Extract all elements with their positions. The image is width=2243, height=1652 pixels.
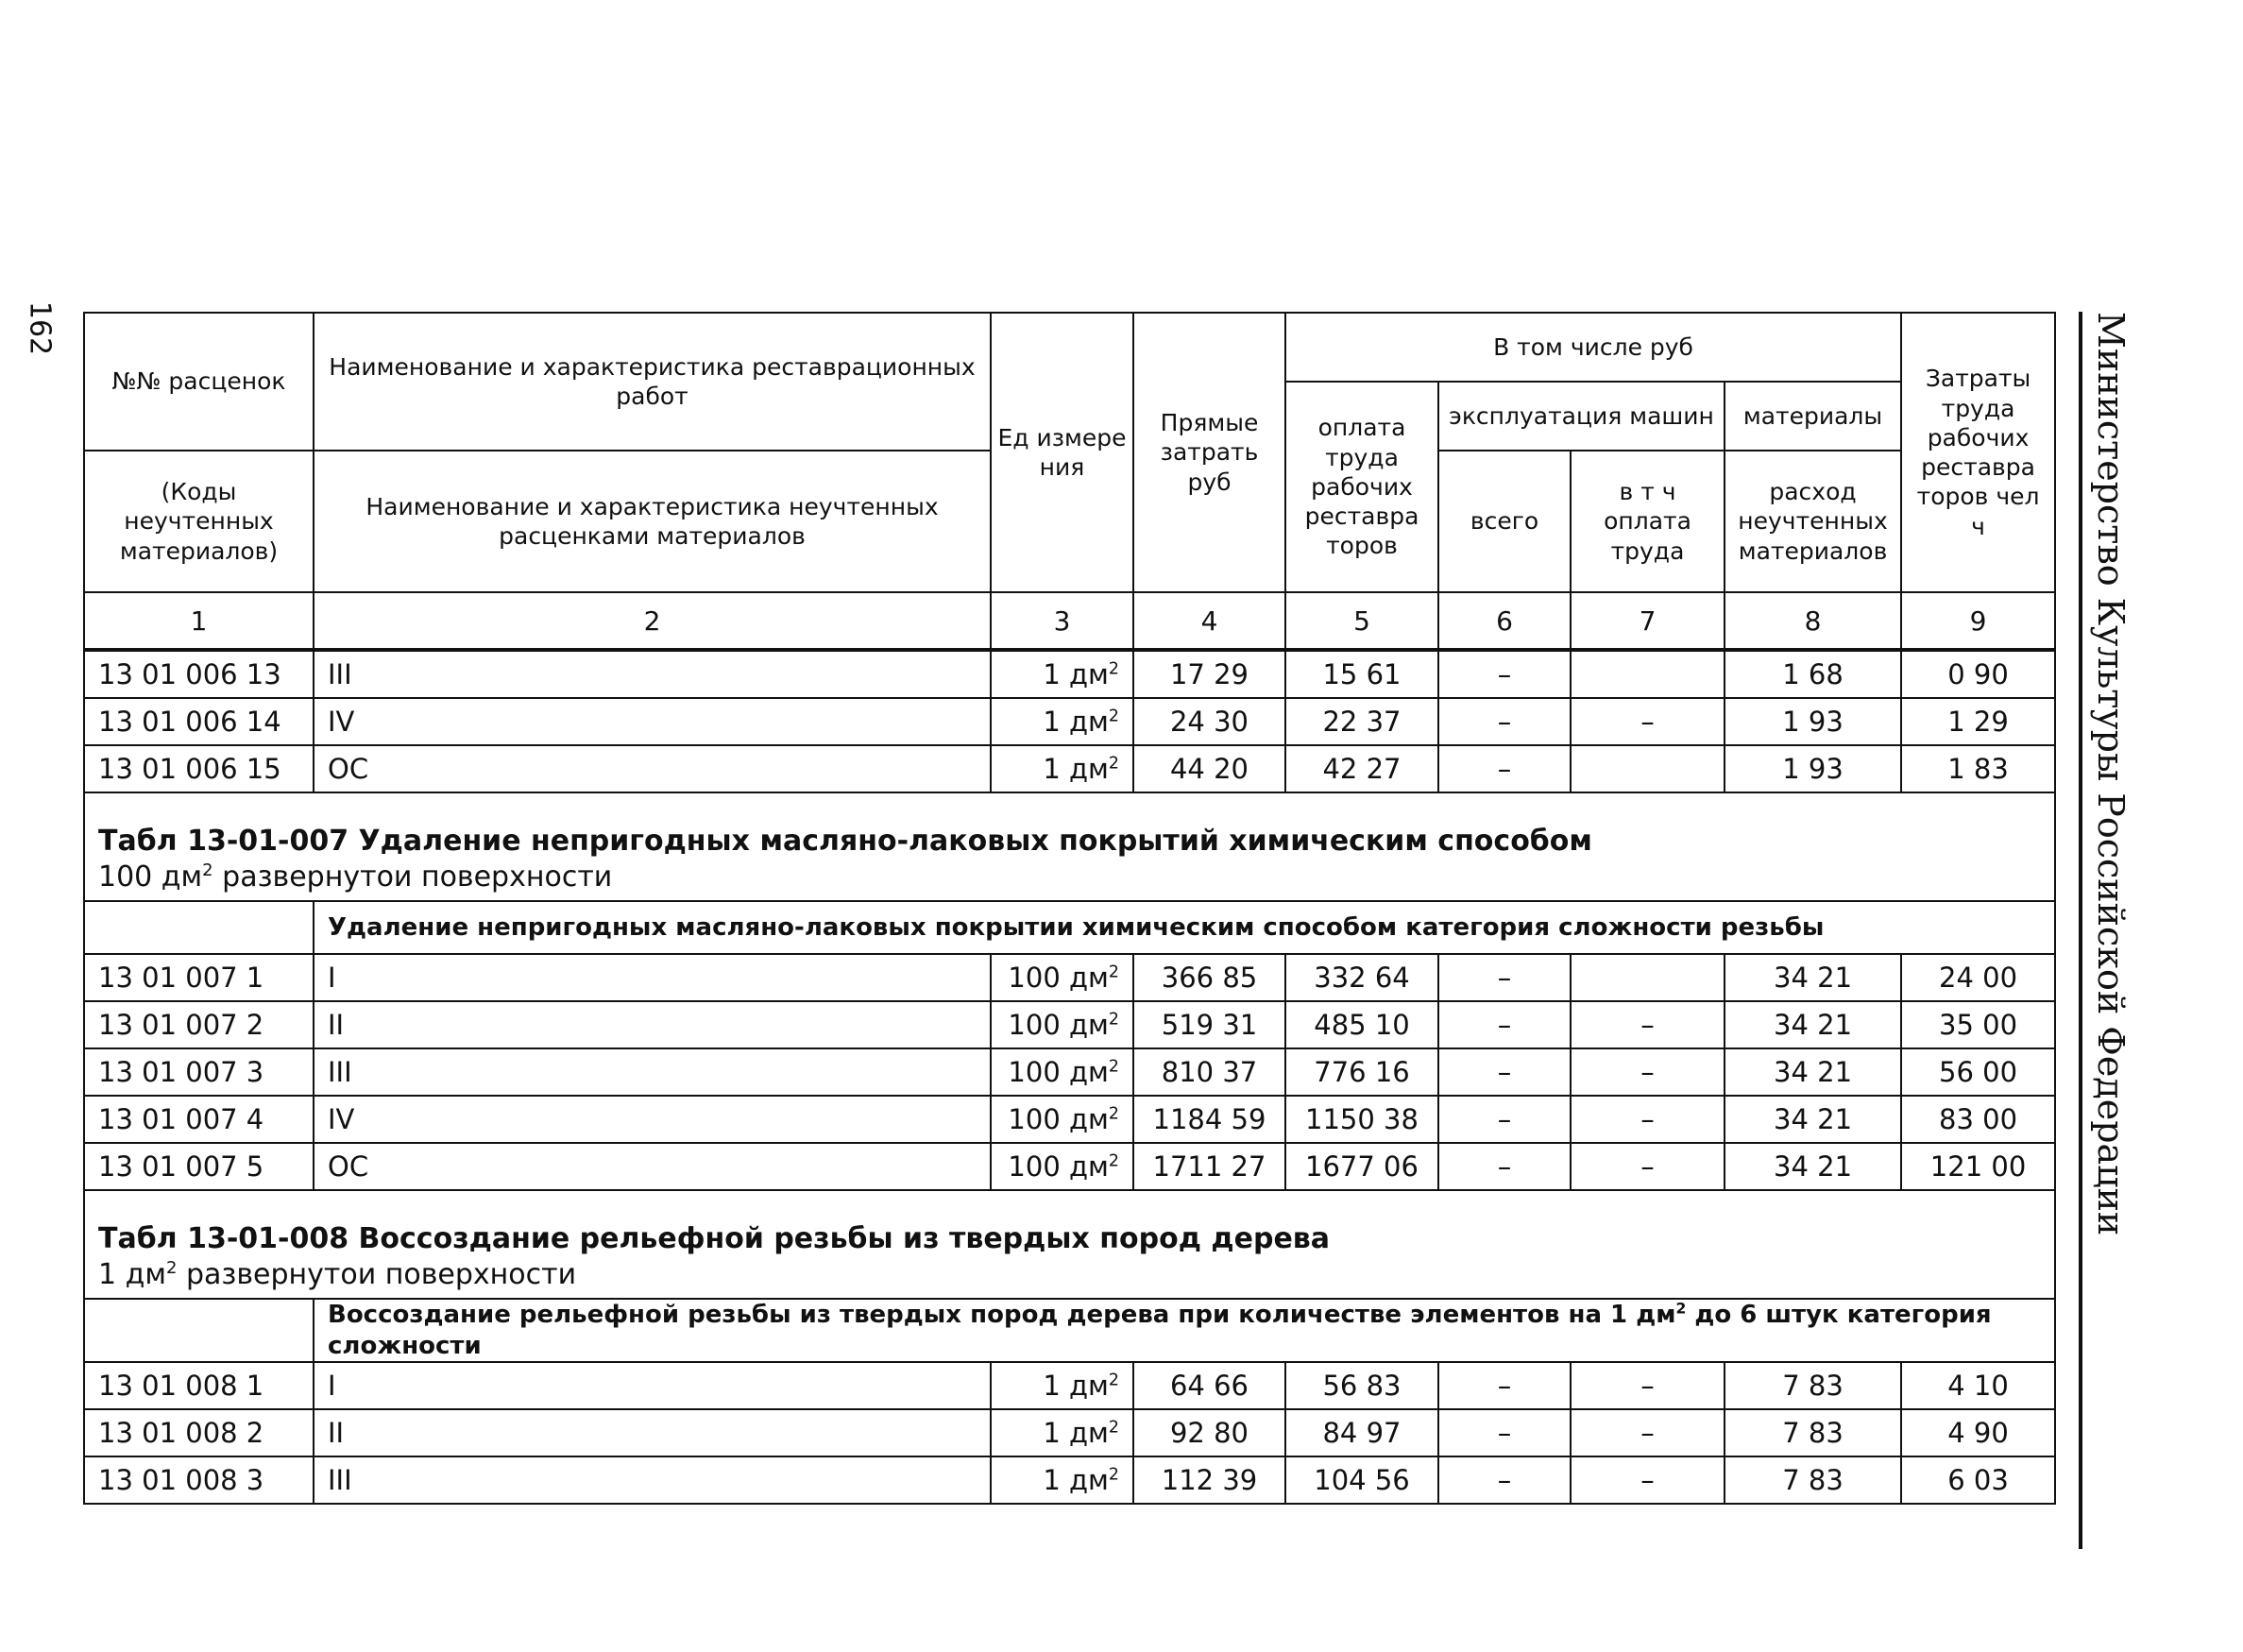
price-table (83, 312, 2054, 1505)
labor-hours-cell: 1 83 (1901, 745, 2055, 792)
labor-hours-cell: 4 10 (1901, 1362, 2055, 1409)
col-num: 8 (1725, 592, 1901, 650)
table-row (84, 1001, 2055, 1048)
labor-pay-cell: 332 64 (1285, 954, 1438, 1001)
header-labor-pay: оплата труда рабочих реставра торов (1285, 382, 1438, 592)
machines-labor-cell: – (1571, 1456, 1725, 1504)
machines-labor-cell: – (1571, 1048, 1725, 1096)
header-direct-costs: Прямые затрать руб (1133, 313, 1285, 592)
labor-hours-cell: 6 03 (1901, 1456, 2055, 1504)
section-title: Табл 13-01-007 Удаление непригодных масляно-лаковых покрытий химическим способом (98, 825, 1592, 858)
section-title: Табл 13-01-008 Воссоздание рельефной резьбы из твердых пород дерева (98, 1222, 1331, 1255)
machines-total-cell: – (1438, 1456, 1571, 1504)
complexity-category: III (314, 1456, 991, 1504)
table-row (84, 650, 2055, 698)
labor-hours-cell: 0 90 (1901, 650, 2055, 698)
section-subheading: Воссоздание рельефной резьбы из твердых пород дерева при количестве элементов на 1 $дм^2$ до 6 штук категория сложности (314, 1299, 2055, 1362)
unit-cell: 1 $дм^2$ (991, 1409, 1133, 1456)
machines-total-cell: – (1438, 1096, 1571, 1143)
materials-cell: 34 21 (1725, 1143, 1901, 1190)
labor-hours-cell: 56 00 (1901, 1048, 2055, 1096)
header-material-usage: расход неучтенных материалов (1725, 451, 1901, 592)
complexity-category: IV (314, 1096, 991, 1143)
machines-labor-cell (1571, 650, 1725, 698)
machines-labor-cell: – (1571, 1409, 1725, 1456)
col-num: 6 (1438, 592, 1571, 650)
col-num: 3 (991, 592, 1133, 650)
empty-cell (84, 1299, 314, 1362)
machines-labor-cell: – (1571, 1001, 1725, 1048)
header-work-name: Наименование и характеристика реставрационных работ (314, 313, 991, 451)
header-rate-numbers: №№ расценок (84, 313, 314, 451)
unit-cell: 1 $дм^2$ (991, 1456, 1133, 1504)
direct-costs-cell: 17 29 (1133, 650, 1285, 698)
machines-labor-cell: – (1571, 698, 1725, 745)
machines-total-cell: – (1438, 1409, 1571, 1456)
direct-costs-cell: 112 39 (1133, 1456, 1285, 1504)
complexity-category: I (314, 1362, 991, 1409)
machines-total-cell: – (1438, 745, 1571, 792)
col-num: 7 (1571, 592, 1725, 650)
materials-cell: 7 83 (1725, 1456, 1901, 1504)
complexity-category: II (314, 1409, 991, 1456)
machines-total-cell: – (1438, 1048, 1571, 1096)
materials-cell: 7 83 (1725, 1409, 1901, 1456)
table-row (84, 1096, 2055, 1143)
unit-cell: 1 $дм^2$ (991, 698, 1133, 745)
machines-total-cell: – (1438, 954, 1571, 1001)
empty-cell (84, 901, 314, 954)
rate-code: 13 01 008 2 (84, 1409, 314, 1456)
complexity-category: III (314, 1048, 991, 1096)
table-row (84, 954, 2055, 1001)
materials-cell: 34 21 (1725, 1001, 1901, 1048)
complexity-category: II (314, 1001, 991, 1048)
rate-code: 13 01 007 3 (84, 1048, 314, 1096)
direct-costs-cell: 810 37 (1133, 1048, 1285, 1096)
section-header (84, 792, 2055, 901)
unit-cell: 100 $дм^2$ (991, 1001, 1133, 1048)
labor-pay-cell: 22 37 (1285, 698, 1438, 745)
header-material-names: Наименование и характеристика неучтенных расценками материалов (314, 451, 991, 592)
labor-pay-cell: 485 10 (1285, 1001, 1438, 1048)
materials-cell: 1 93 (1725, 698, 1901, 745)
materials-cell: 34 21 (1725, 1096, 1901, 1143)
col-num: 1 (84, 592, 314, 650)
labor-hours-cell: 121 00 (1901, 1143, 2055, 1190)
header-machines: эксплуатация машин (1438, 382, 1725, 451)
rate-code: 13 01 007 4 (84, 1096, 314, 1143)
labor-hours-cell: 35 00 (1901, 1001, 2055, 1048)
table-row (84, 745, 2055, 792)
section-subheading-row (84, 901, 2055, 954)
rate-code: 13 01 006 14 (84, 698, 314, 745)
side-rule (2079, 312, 2082, 1549)
col-num: 5 (1285, 592, 1438, 650)
header-material-codes: (Коды неучтенных материалов) (84, 451, 314, 592)
machines-labor-cell: – (1571, 1096, 1725, 1143)
column-numbers-row (84, 592, 2055, 650)
machines-labor-cell (1571, 745, 1725, 792)
header-materials: материалы (1725, 382, 1901, 451)
machines-labor-cell: – (1571, 1362, 1725, 1409)
page-number: 162 (23, 300, 57, 356)
section-subheading: Удаление непригодных масляно-лаковых покрытии химическим способом категория сложности резьбы (314, 901, 2055, 954)
rate-code: 13 01 007 2 (84, 1001, 314, 1048)
header-labor-hours: Затраты труда рабочих реставра торов чел ч (1901, 313, 2055, 592)
unit-cell: 100 $дм^2$ (991, 1143, 1133, 1190)
machines-total-cell: – (1438, 698, 1571, 745)
direct-costs-cell: 92 80 (1133, 1409, 1285, 1456)
labor-pay-cell: 1150 38 (1285, 1096, 1438, 1143)
header-unit: Ед измере ния (991, 313, 1133, 592)
direct-costs-cell: 64 66 (1133, 1362, 1285, 1409)
table-row (84, 1409, 2055, 1456)
table-row (84, 1456, 2055, 1504)
unit-cell: 1 $дм^2$ (991, 745, 1133, 792)
table-row (84, 698, 2055, 745)
direct-costs-cell: 24 30 (1133, 698, 1285, 745)
labor-pay-cell: 15 61 (1285, 650, 1438, 698)
section-measure: 1 $дм^2$ развернутои поверхности (98, 1257, 577, 1291)
rate-code: 13 01 007 1 (84, 954, 314, 1001)
rate-code: 13 01 008 3 (84, 1456, 314, 1504)
header-machines-total: всего (1438, 451, 1571, 592)
unit-cell: 1 $дм^2$ (991, 650, 1133, 698)
unit-cell: 100 $дм^2$ (991, 954, 1133, 1001)
table-row (84, 1143, 2055, 1190)
labor-pay-cell: 104 56 (1285, 1456, 1438, 1504)
rate-code: 13 01 008 1 (84, 1362, 314, 1409)
materials-cell: 7 83 (1725, 1362, 1901, 1409)
unit-cell: 100 $дм^2$ (991, 1048, 1133, 1096)
col-num: 9 (1901, 592, 2055, 650)
direct-costs-cell: 366 85 (1133, 954, 1285, 1001)
labor-pay-cell: 1677 06 (1285, 1143, 1438, 1190)
col-num: 4 (1133, 592, 1285, 650)
labor-pay-cell: 84 97 (1285, 1409, 1438, 1456)
materials-cell: 34 21 (1725, 1048, 1901, 1096)
direct-costs-cell: 519 31 (1133, 1001, 1285, 1048)
labor-hours-cell: 4 90 (1901, 1409, 2055, 1456)
machines-total-cell: – (1438, 650, 1571, 698)
section-header (84, 1190, 2055, 1299)
header-group: В том числе руб (1285, 313, 1901, 382)
complexity-category: I (314, 954, 991, 1001)
side-title: Министерство Культуры Российской Федерации (2090, 312, 2132, 1236)
section-measure: 100 $дм^2$ развернутои поверхности (98, 860, 613, 894)
unit-cell: 100 $дм^2$ (991, 1096, 1133, 1143)
machines-total-cell: – (1438, 1001, 1571, 1048)
labor-pay-cell: 56 83 (1285, 1362, 1438, 1409)
table-row (84, 1048, 2055, 1096)
unit-cell: 1 $дм^2$ (991, 1362, 1133, 1409)
direct-costs-cell: 44 20 (1133, 745, 1285, 792)
labor-pay-cell: 42 27 (1285, 745, 1438, 792)
complexity-category: ОС (314, 1143, 991, 1190)
machines-labor-cell: – (1571, 1143, 1725, 1190)
materials-cell: 1 68 (1725, 650, 1901, 698)
machines-total-cell: – (1438, 1143, 1571, 1190)
col-num: 2 (314, 592, 991, 650)
section-subheading-row (84, 1299, 2055, 1362)
direct-costs-cell: 1184 59 (1133, 1096, 1285, 1143)
labor-hours-cell: 1 29 (1901, 698, 2055, 745)
machines-total-cell: – (1438, 1362, 1571, 1409)
labor-pay-cell: 776 16 (1285, 1048, 1438, 1096)
direct-costs-cell: 1711 27 (1133, 1143, 1285, 1190)
materials-cell: 34 21 (1725, 954, 1901, 1001)
complexity-category: ОС (314, 745, 991, 792)
complexity-category: IV (314, 698, 991, 745)
labor-hours-cell: 24 00 (1901, 954, 2055, 1001)
rate-code: 13 01 006 13 (84, 650, 314, 698)
machines-labor-cell (1571, 954, 1725, 1001)
materials-cell: 1 93 (1725, 745, 1901, 792)
header-machines-labor: в т ч оплата труда (1571, 451, 1725, 592)
rate-code: 13 01 007 5 (84, 1143, 314, 1190)
table-row (84, 1362, 2055, 1409)
rate-code: 13 01 006 15 (84, 745, 314, 792)
complexity-category: III (314, 650, 991, 698)
labor-hours-cell: 83 00 (1901, 1096, 2055, 1143)
